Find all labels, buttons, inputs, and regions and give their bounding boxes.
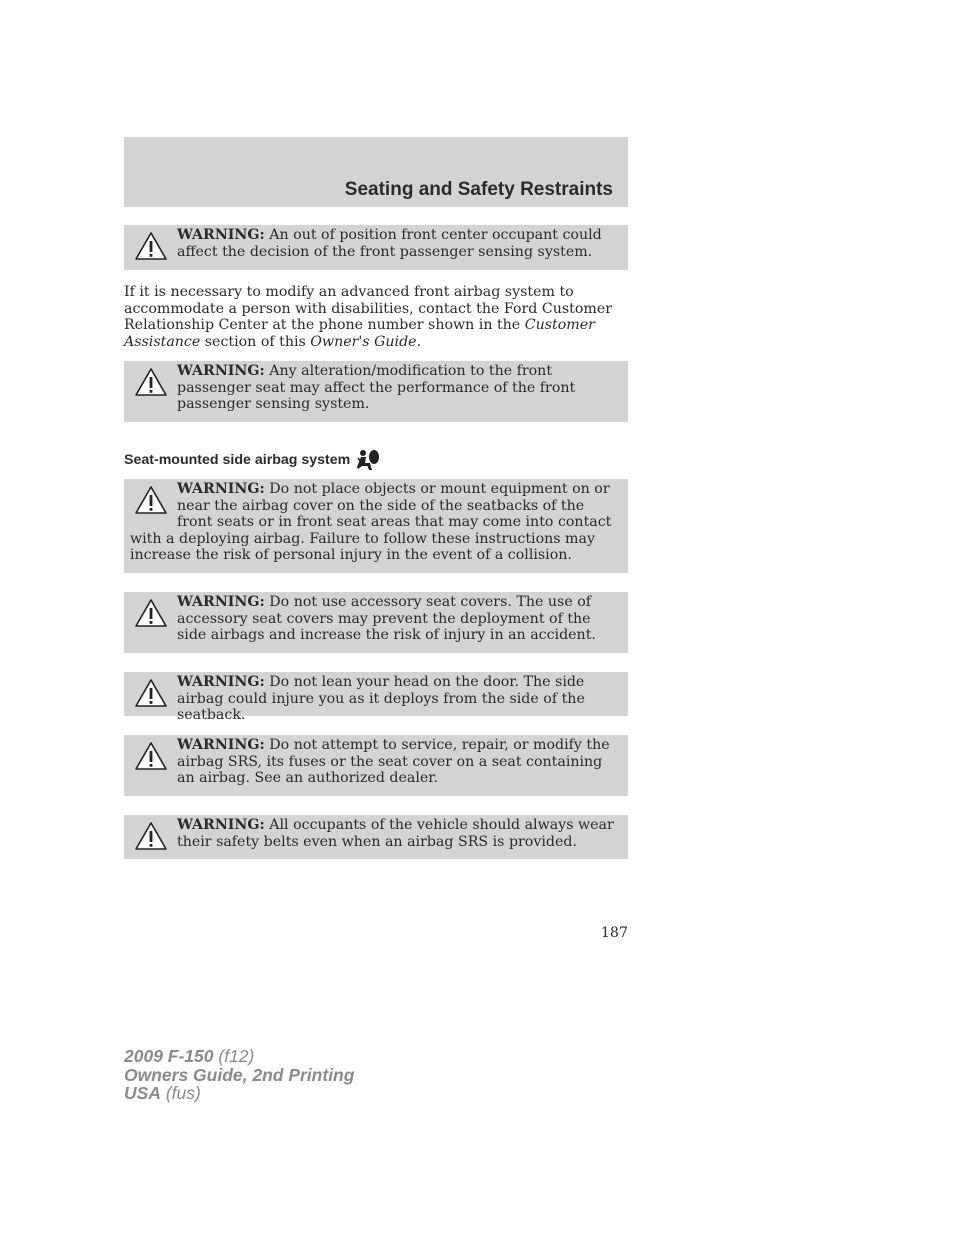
warning-triangle-icon bbox=[134, 678, 168, 708]
warning-box bbox=[124, 735, 628, 796]
warning-label: WARNING: bbox=[177, 674, 265, 690]
page-number: 187 bbox=[600, 925, 628, 941]
header-band bbox=[124, 137, 628, 207]
side-airbag-icon bbox=[355, 449, 381, 471]
warning-label: WARNING: bbox=[177, 481, 265, 497]
warning-triangle-icon bbox=[134, 485, 168, 515]
warning-label: WARNING: bbox=[177, 817, 265, 833]
warning-text: Do not place objects or mount equipment on or near the airbag cover on the side of the seatbacks of the front seats or in front seat areas that may come into contact with a deploying airbag. Failure to follow these instructions may increase the risk of personal injury in the event of a collision. bbox=[130, 481, 612, 563]
warning-label: WARNING: bbox=[177, 227, 265, 243]
warning-box bbox=[124, 479, 628, 573]
warning-text: Do not lean your head on the door. The side airbag could injure you as it deploys from the side of the seatback. bbox=[177, 674, 585, 723]
body-paragraph: If it is necessary to modify an advanced front airbag system to accommodate a person with disabilities, contact the Ford Customer Relationship Center at the phone number shown in the Customer Assistance section of this Owner's Guide. bbox=[124, 284, 613, 350]
warning-text: An out of position front center occupant could affect the decision of the front passenger sensing system. bbox=[177, 227, 602, 260]
warning-text: Do not attempt to service, repair, or modify the airbag SRS, its fuses or the seat cover on a seat containing an airbag. See an authorized dealer. bbox=[177, 737, 610, 786]
warning-text: All occupants of the vehicle should always wear their safety belts even when an airbag SRS is provided. bbox=[177, 817, 614, 850]
warning-box bbox=[124, 592, 628, 653]
warning-triangle-icon bbox=[134, 367, 168, 397]
warning-text: Any alteration/modification to the front passenger seat may affect the performance of the front passenger sensing system. bbox=[177, 363, 576, 412]
warning-box bbox=[124, 361, 628, 422]
warning-text: Do not use accessory seat covers. The use of accessory seat covers may prevent the deployment of the side airbags and increase the risk of injury in an accident. bbox=[177, 594, 596, 643]
warning-triangle-icon bbox=[134, 231, 168, 261]
section-heading bbox=[124, 449, 381, 471]
warning-label: WARNING: bbox=[177, 594, 265, 610]
page-title: Seating and Safety Restraints bbox=[344, 179, 613, 200]
warning-box bbox=[124, 672, 628, 723]
warning-label: WARNING: bbox=[177, 737, 265, 753]
warning-box bbox=[124, 815, 628, 859]
document-footer: 2009 F-150 (f12) Owners Guide, 2nd Printing USA (fus) bbox=[124, 1046, 355, 1103]
warning-triangle-icon bbox=[134, 598, 168, 628]
warning-triangle-icon bbox=[134, 821, 168, 851]
warning-label: WARNING: bbox=[177, 363, 265, 379]
warning-box bbox=[124, 225, 628, 270]
section-title: Seat-mounted side airbag system bbox=[124, 452, 351, 468]
warning-triangle-icon bbox=[134, 741, 168, 771]
